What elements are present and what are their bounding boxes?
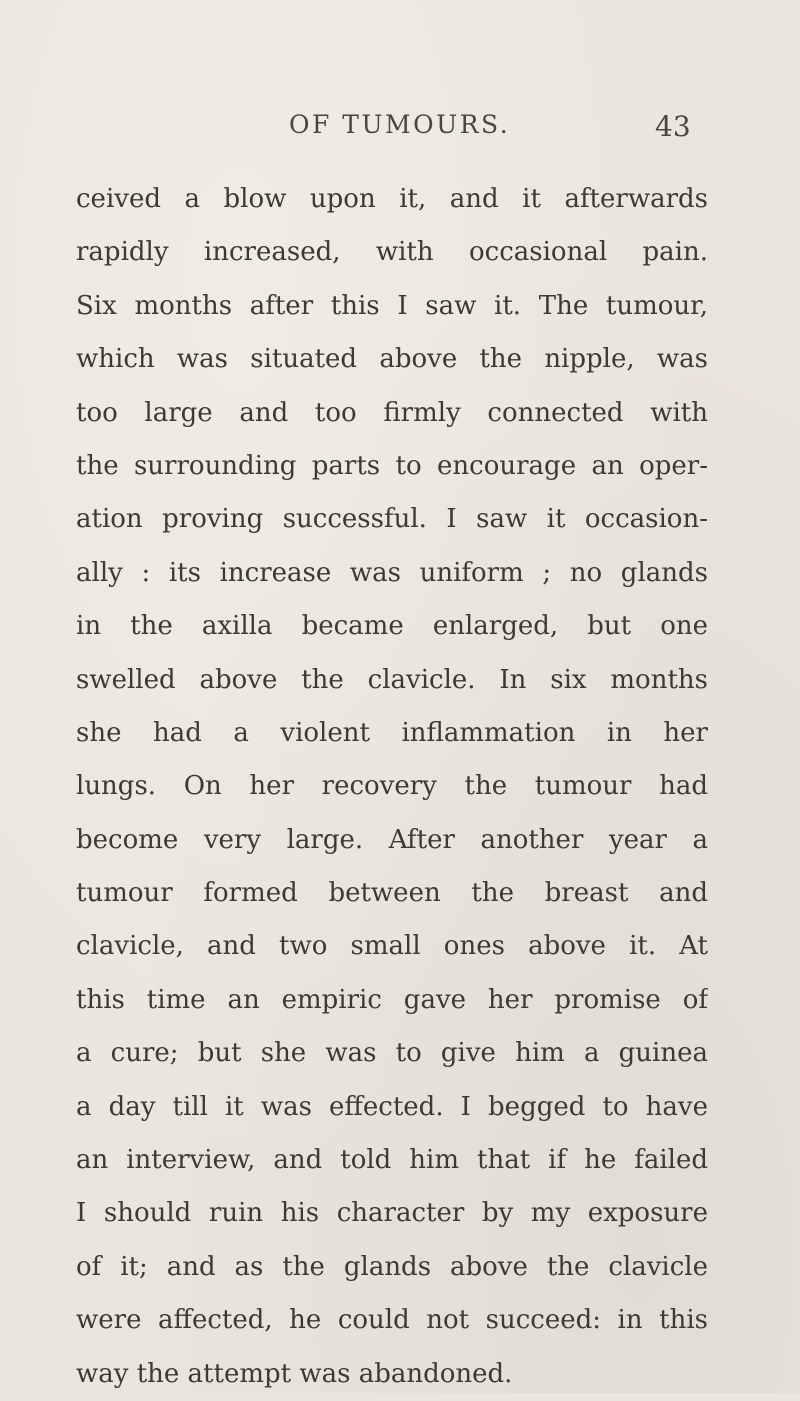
- text-line: were affected, he could not succeed: in this: [76, 1305, 708, 1336]
- text-line: an interview, and told him that if he failed: [76, 1145, 708, 1176]
- text-line: ceived a blow upon it, and it afterwards: [76, 184, 708, 214]
- text-line: she had a violent inflammation in her: [76, 717, 708, 748]
- body-paragraph: [76, 173, 708, 1401]
- text-line: which was situated above the nipple, was: [76, 344, 708, 375]
- text-line: ation proving successful. I saw it occasion-: [76, 504, 708, 535]
- running-head: [0, 110, 800, 150]
- text-line: rapidly increased, with occasional pain.: [76, 237, 708, 268]
- text-line: a cure; but she was to give him a guinea: [76, 1038, 708, 1069]
- text-line: this time an empiric gave her promise of: [76, 984, 708, 1015]
- text-line: clavicle, and two small ones above it. At: [76, 931, 708, 962]
- text-line: way the attempt was abandoned.: [76, 1358, 513, 1389]
- text-line: swelled above the clavicle. In six months: [76, 664, 708, 695]
- text-line: in the axilla became enlarged, but one: [76, 611, 708, 642]
- running-head-title: OF TUMOURS.: [289, 110, 511, 139]
- text-line: too large and too firmly connected with: [76, 397, 708, 428]
- text-line: lungs. On her recovery the tumour had: [76, 771, 708, 802]
- text-line: the surrounding parts to encourage an oper-: [76, 450, 708, 481]
- text-line: tumour formed between the breast and: [76, 878, 708, 909]
- text-line: Six months after this I saw it. The tumour,: [76, 290, 708, 321]
- text-line: a day till it was effected. I begged to have: [76, 1091, 708, 1122]
- text-line: become very large. After another year a: [76, 824, 708, 855]
- text-line: of it; and as the glands above the clavicle: [76, 1251, 708, 1282]
- text-line: I should ruin his character by my exposure: [76, 1198, 708, 1229]
- text-line: ally : its increase was uniform ; no glands: [76, 557, 708, 588]
- page-number: 43: [655, 110, 691, 143]
